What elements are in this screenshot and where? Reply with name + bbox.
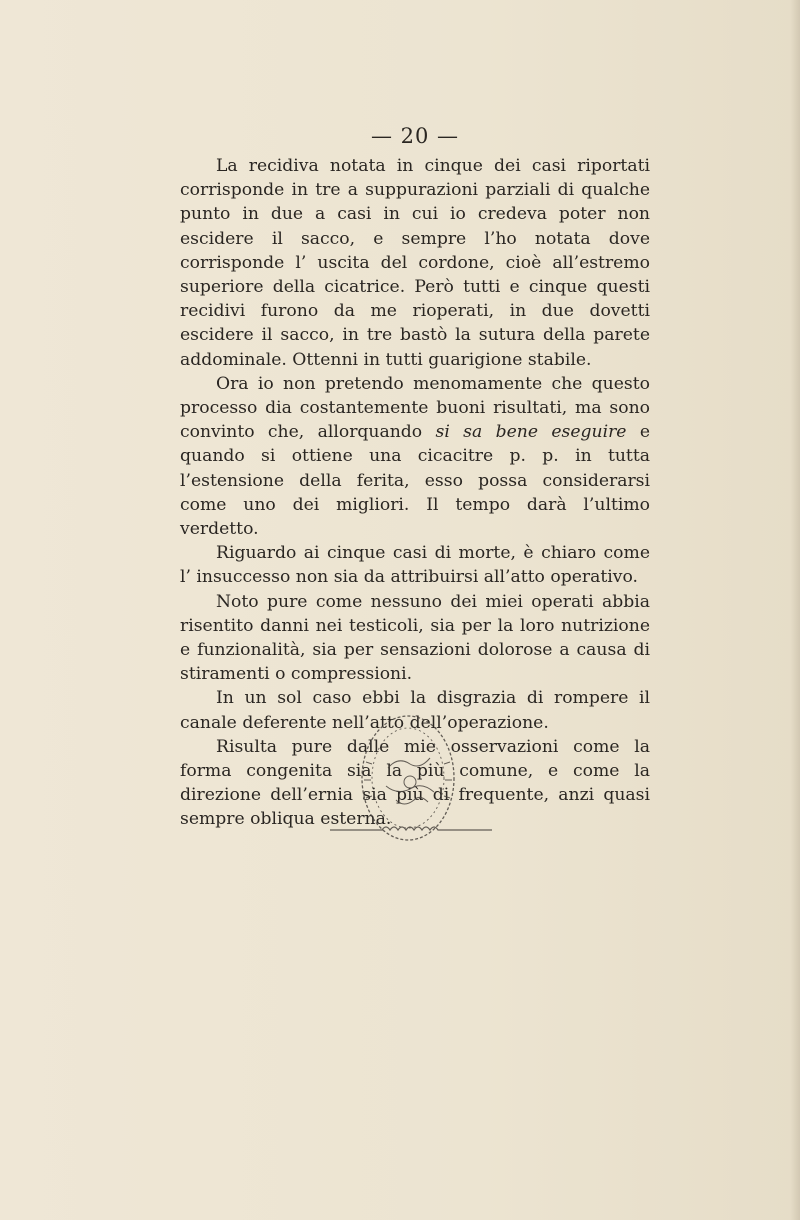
page-edge-shadow (790, 0, 800, 1220)
paragraph-text: e quando si ottiene una cicacitre p. p. in tutta l’estensione della ferita, esso possa considerarsi come uno dei migliori. Il tempo darà l’ultimo verdetto. (180, 422, 651, 540)
paragraph-text: La recidiva notata in cinque dei casi riportati corrisponde in tre a suppurazioni parziali di qualche punto in due a casi in cui io credeva poter non escidere il sacco, e sempre l’ho notata dove corrisponde l’ uscita del cordone, cioè all’estremo superiore della cicatrice. Però tutti e cinque questi recidivi furono da me rioperati, in due dovetti escidere il sacco, in tre bastò la sutura della parete addominale. Ottenni in tutti guarigione stabile. (180, 156, 650, 370)
paragraph (180, 590, 650, 687)
paragraph-text: Riguardo ai cinque casi di morte, è chiaro come l’ insuccesso non sia da attribuirsi all’atto operativo. (180, 543, 650, 588)
italic-emphasis: si sa bene eseguire (435, 422, 627, 443)
paragraph (180, 372, 650, 541)
paragraph-text: In un sol caso ebbi la disgrazia di rompere il canale deferente nell’atto dell’operazione. (180, 688, 650, 733)
library-stamp-icon (326, 708, 496, 858)
paragraph (180, 154, 650, 372)
paragraph-text: Risulta pure dalle mie osservazioni come la forma congenita sia la più comune, e come la direzione dell’ernia sia più di frequente, anzi quasi sempre obliqua esterna. (180, 736, 650, 830)
paragraph-text: Noto pure come nessuno dei miei operati abbia risentito danni nei testicoli, sia per la loro nutrizione e funzionalità, sia per sensazioni dolorose a causa di stiramenti o compressioni. (180, 591, 650, 685)
paragraph-text: Ora io non pretendo menomamente che questo processo dia costantemente buoni risultati, ma sono convinto che, allorquando (180, 373, 650, 443)
paragraph (180, 541, 650, 589)
page-number: — 20 — (370, 124, 460, 148)
